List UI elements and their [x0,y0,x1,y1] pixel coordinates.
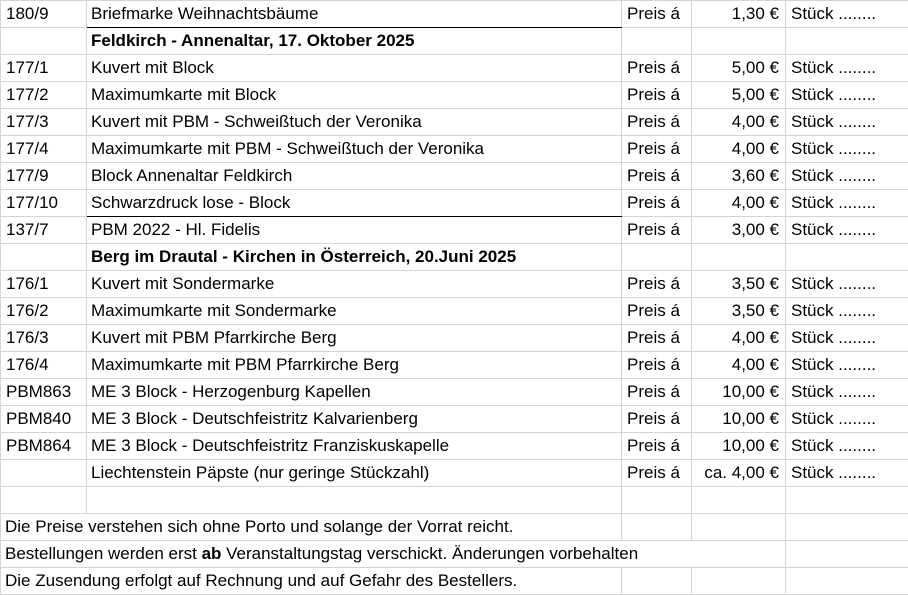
item-preis-label: Preis á [622,271,692,298]
item-row [1,136,908,163]
item-preis-label: Preis á [622,82,692,109]
item-quantity: Stück ........ [786,190,908,217]
item-code: 176/2 [1,298,87,325]
section-title: Berg im Drautal - Kirchen in Österreich, 20.Juni 2025 [87,244,622,271]
item-quantity: Stück ........ [786,217,908,244]
item-row [1,271,908,298]
empty-cell [622,244,692,271]
item-price: 10,00 € [692,406,786,433]
item-preis-label: Preis á [622,298,692,325]
item-code [1,460,87,487]
blank-row [1,487,908,514]
item-price: 4,00 € [692,190,786,217]
empty-cell [622,487,692,514]
item-code: PBM863 [1,379,87,406]
item-name: Block Annenaltar Feldkirch [87,163,622,190]
empty-cell [692,514,786,541]
item-preis-label: Preis á [622,190,692,217]
empty-cell [622,568,692,595]
empty-cell [692,568,786,595]
item-quantity: Stück ........ [786,136,908,163]
item-row [1,109,908,136]
item-code: 177/2 [1,82,87,109]
item-quantity: Stück ........ [786,406,908,433]
item-row [1,190,908,217]
item-quantity: Stück ........ [786,55,908,82]
item-price: 4,00 € [692,352,786,379]
item-name: Schwarzdruck lose - Block [87,190,622,217]
empty-cell [786,487,908,514]
item-code: 176/3 [1,325,87,352]
item-preis-label: Preis á [622,136,692,163]
item-code: 137/7 [1,217,87,244]
item-preis-label: Preis á [622,55,692,82]
item-name: Liechtenstein Päpste (nur geringe Stückzahl) [87,460,622,487]
note-versand-text-end: Veranstaltungstag verschickt. Änderungen vorbehalten [221,544,638,563]
item-row [1,325,908,352]
item-quantity: Stück ........ [786,352,908,379]
item-row [1,55,908,82]
item-code: PBM864 [1,433,87,460]
empty-cell [87,487,622,514]
item-preis-label: Preis á [622,325,692,352]
item-price: 4,00 € [692,136,786,163]
empty-cell [692,28,786,55]
item-preis-label: Preis á [622,379,692,406]
item-row [1,1,908,28]
item-quantity: Stück ........ [786,1,908,28]
section-header-row [1,244,908,271]
item-price: 3,50 € [692,298,786,325]
item-price: 3,60 € [692,163,786,190]
item-row [1,298,908,325]
empty-cell [786,28,908,55]
empty-cell [692,244,786,271]
empty-cell [1,487,87,514]
item-name: Maximumkarte mit PBM - Schweißtuch der Veronika [87,136,622,163]
item-preis-label: Preis á [622,1,692,28]
item-row [1,460,908,487]
item-preis-label: Preis á [622,433,692,460]
item-preis-label: Preis á [622,217,692,244]
item-name: Kuvert mit Sondermarke [87,271,622,298]
code-cell [1,28,87,55]
item-name: Maximumkarte mit Sondermarke [87,298,622,325]
item-preis-label: Preis á [622,406,692,433]
item-price: 5,00 € [692,55,786,82]
item-code: 177/1 [1,55,87,82]
item-name: ME 3 Block - Deutschfeistritz Franziskuskapelle [87,433,622,460]
section-header-row [1,28,908,55]
notes-body [1,514,908,595]
note-versand-text: Bestellungen werden erst [5,544,202,563]
item-name: PBM 2022 - Hl. Fidelis [87,217,622,244]
item-price: 3,50 € [692,271,786,298]
section-title: Feldkirch - Annenaltar, 17. Oktober 2025 [87,28,622,55]
empty-cell [786,568,908,595]
item-price: 4,00 € [692,109,786,136]
code-cell [1,244,87,271]
item-name: ME 3 Block - Herzogenburg Kapellen [87,379,622,406]
item-price: 1,30 € [692,1,786,28]
item-price: 3,00 € [692,217,786,244]
note-rechnung: Die Zusendung erfolgt auf Rechnung und auf Gefahr des Bestellers. [1,568,622,595]
item-row [1,406,908,433]
item-price: ca. 4,00 € [692,460,786,487]
item-quantity: Stück ........ [786,82,908,109]
item-row [1,217,908,244]
item-row [1,379,908,406]
item-quantity: Stück ........ [786,460,908,487]
item-quantity: Stück ........ [786,298,908,325]
empty-cell [786,244,908,271]
item-row [1,352,908,379]
item-name: Maximumkarte mit PBM Pfarrkirche Berg [87,352,622,379]
item-code: PBM840 [1,406,87,433]
item-row [1,433,908,460]
item-code: 177/4 [1,136,87,163]
item-code: 176/4 [1,352,87,379]
item-row [1,163,908,190]
item-name: Kuvert mit PBM - Schweißtuch der Veronika [87,109,622,136]
item-preis-label: Preis á [622,352,692,379]
note-row [1,514,908,541]
empty-cell [786,541,908,568]
item-price: 10,00 € [692,379,786,406]
item-name: Briefmarke Weihnachtsbäume [87,1,622,28]
item-price: 5,00 € [692,82,786,109]
item-price: 10,00 € [692,433,786,460]
note-versand-bold: ab [202,544,222,563]
item-quantity: Stück ........ [786,379,908,406]
item-quantity: Stück ........ [786,163,908,190]
item-quantity: Stück ........ [786,271,908,298]
item-name: Kuvert mit PBM Pfarrkirche Berg [87,325,622,352]
item-code: 177/9 [1,163,87,190]
item-price: 4,00 € [692,325,786,352]
item-code: 176/1 [1,271,87,298]
price-table-body [1,1,908,514]
item-code: 180/9 [1,1,87,28]
note-row [1,541,908,568]
item-preis-label: Preis á [622,460,692,487]
empty-cell [692,487,786,514]
empty-cell [622,514,692,541]
item-code: 177/10 [1,190,87,217]
item-name: Kuvert mit Block [87,55,622,82]
item-name: Maximumkarte mit Block [87,82,622,109]
note-versand [1,541,786,568]
empty-cell [786,514,908,541]
empty-cell [622,28,692,55]
note-row [1,568,908,595]
note-porto: Die Preise verstehen sich ohne Porto und solange der Vorrat reicht. [1,514,622,541]
item-code: 177/3 [1,109,87,136]
item-name: ME 3 Block - Deutschfeistritz Kalvarienberg [87,406,622,433]
item-quantity: Stück ........ [786,433,908,460]
item-quantity: Stück ........ [786,109,908,136]
item-row [1,82,908,109]
item-preis-label: Preis á [622,109,692,136]
item-quantity: Stück ........ [786,325,908,352]
item-preis-label: Preis á [622,163,692,190]
